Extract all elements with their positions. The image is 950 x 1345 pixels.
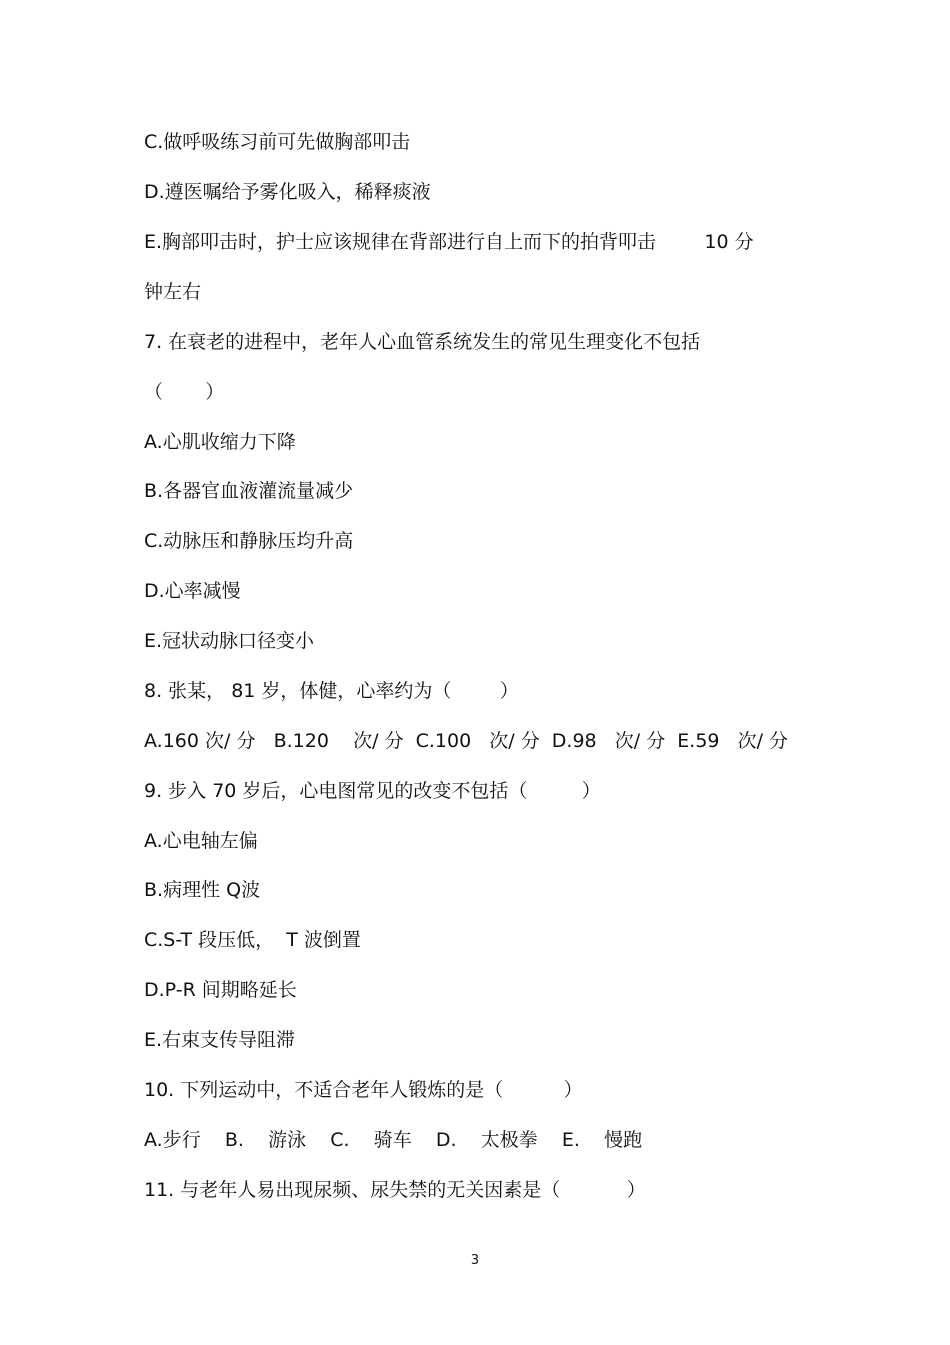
option-a: A.心肌收缩力下降: [144, 431, 296, 453]
question-8: 8. 张某， 81 岁，体健，心率约为（ ）: [144, 680, 519, 702]
question-9: 9. 步入 70 岁后，心电图常见的改变不包括（ ）: [144, 780, 601, 802]
options-inline: A.步行 B. 游泳 C. 骑车 D. 太极拳 E. 慢跑: [144, 1129, 643, 1151]
question-11: 11. 与老年人易出现尿频、尿失禁的无关因素是（ ）: [144, 1179, 646, 1201]
answer-blank: （ ）: [144, 381, 225, 403]
options-inline: A.160 次/ 分 B.120 次/ 分 C.100 次/ 分 D.98 次/ 分 E.59 次/ 分: [144, 730, 789, 752]
option-c: C.动脉压和静脉压均升高: [144, 530, 354, 552]
page-number: 3: [470, 1253, 480, 1268]
question-10: 10. 下列运动中，不适合老年人锻炼的是（ ）: [144, 1079, 583, 1101]
text-line: 钟左右: [144, 281, 202, 303]
text-line: D.遵医嘱给予雾化吸入，稀释痰液: [144, 181, 431, 203]
text-line: E.胸部叩击时，护士应该规律在背部进行自上而下的拍背叩击 10 分: [144, 231, 754, 253]
option-e: E.右束支传导阻滞: [144, 1029, 296, 1051]
option-a: A.心电轴左偏: [144, 830, 258, 852]
question-7: 7. 在衰老的进程中，老年人心血管系统发生的常见生理变化不包括: [144, 331, 701, 353]
option-c: C.S-T 段压低， T 波倒置: [144, 929, 361, 951]
option-e: E.冠状动脉口径变小: [144, 630, 315, 652]
option-b: B.各器官血液灌流量减少: [144, 480, 354, 502]
text-line: C.做呼吸练习前可先做胸部叩击: [144, 131, 411, 153]
option-b: B.病理性 Q波: [144, 879, 261, 901]
option-d: D.P-R 间期略延长: [144, 979, 297, 1001]
option-d: D.心率减慢: [144, 580, 241, 602]
